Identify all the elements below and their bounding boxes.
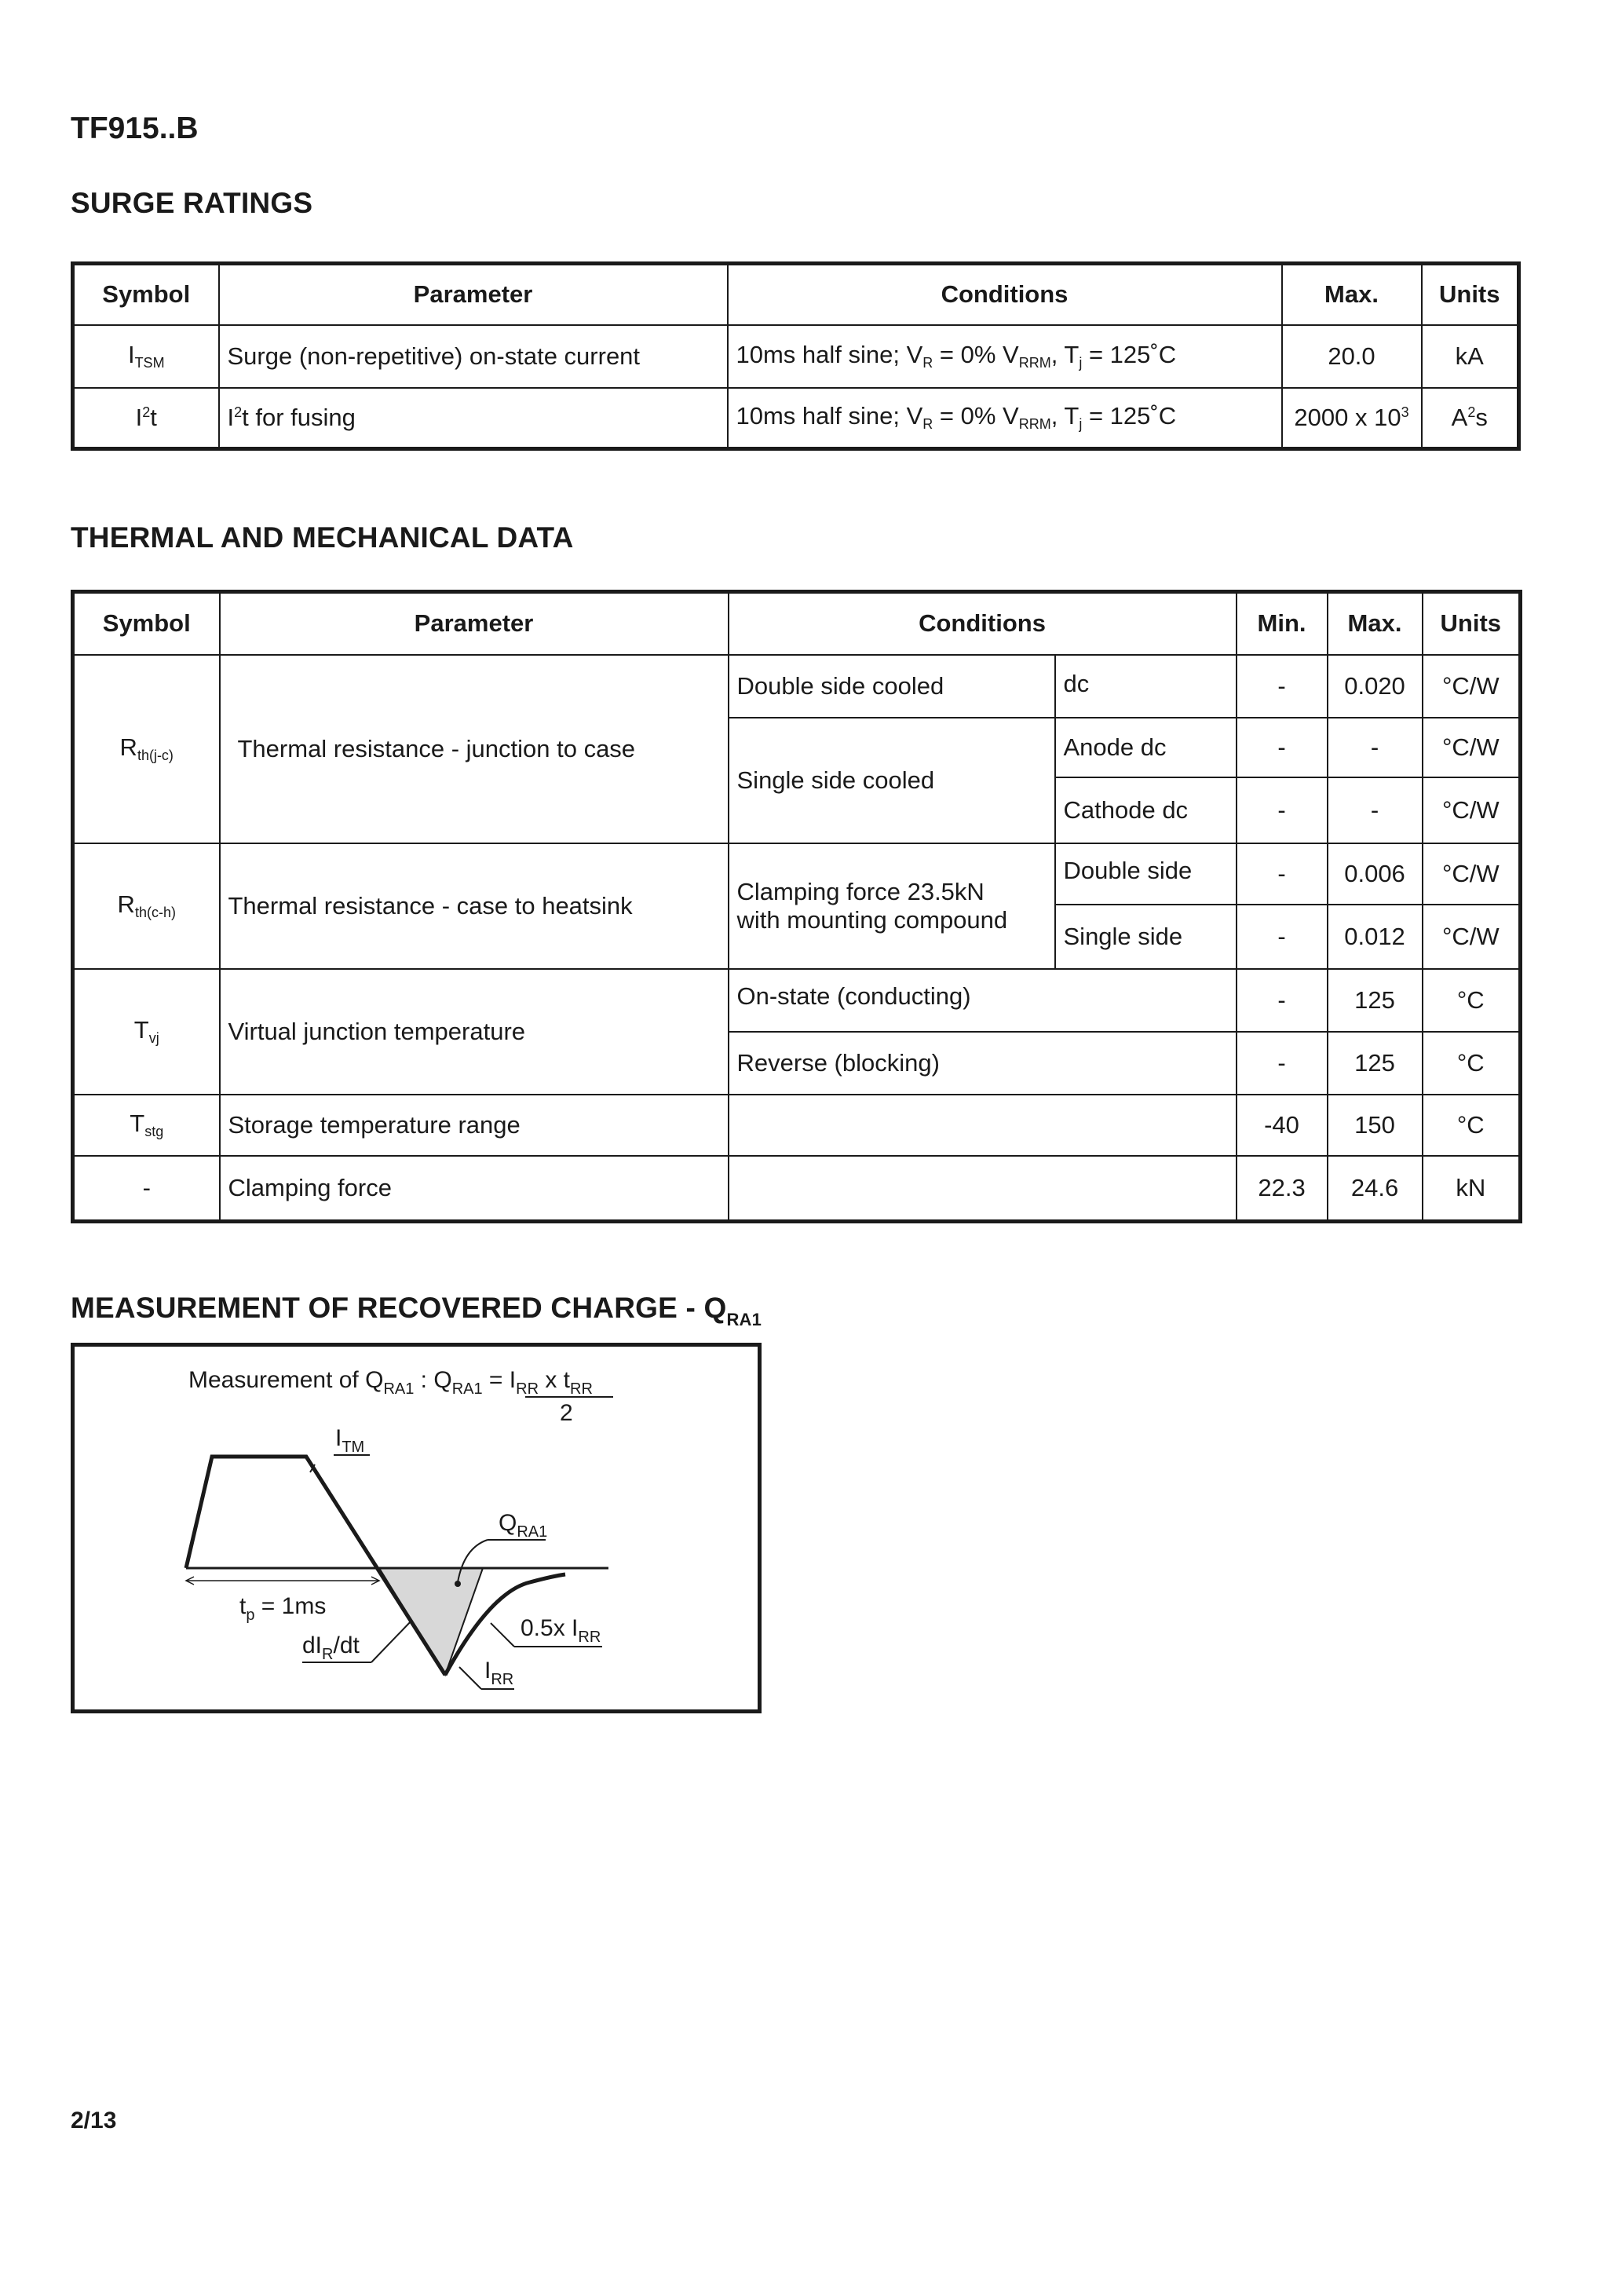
units-cell: °C/W bbox=[1423, 718, 1521, 777]
recovered-charge-area bbox=[379, 1568, 483, 1675]
units-cell: °C/W bbox=[1423, 843, 1521, 905]
min-cell: - bbox=[1237, 655, 1328, 718]
itm-label: $I_{TM}$ bbox=[335, 1425, 365, 1456]
document-title: TF915..B bbox=[71, 112, 199, 145]
max-cell: 125 bbox=[1328, 1032, 1423, 1095]
dir-dt-leader bbox=[371, 1620, 412, 1662]
symbol-cell: - bbox=[73, 1156, 220, 1222]
max-cell: 0.012 bbox=[1328, 905, 1423, 969]
header-units: Units bbox=[1423, 592, 1521, 655]
sub-condition-cell: dc bbox=[1055, 655, 1237, 718]
max-cell: 24.6 bbox=[1328, 1156, 1423, 1222]
recovered-charge-figure bbox=[71, 1343, 762, 1713]
parameter-cell: Thermal resistance - junction to case bbox=[220, 655, 729, 843]
conditions-cell: Double side cooled bbox=[729, 655, 1055, 718]
max-cell: 2000 x $10^3$ bbox=[1282, 388, 1422, 449]
table-row bbox=[73, 969, 1521, 1032]
table-row bbox=[73, 843, 1521, 905]
parameter-cell: Storage temperature range bbox=[220, 1095, 729, 1156]
table-row bbox=[73, 325, 1519, 388]
max-cell: 0.006 bbox=[1328, 843, 1423, 905]
max-cell: 0.020 bbox=[1328, 655, 1423, 718]
min-cell: - bbox=[1237, 905, 1328, 969]
parameter-cell: Clamping force bbox=[220, 1156, 729, 1222]
symbol-cell: $R_{th(c-h)}$ bbox=[73, 843, 220, 969]
max-cell: 125 bbox=[1328, 969, 1423, 1032]
surge-ratings-table bbox=[71, 261, 1521, 451]
symbol-cell: $T_{vj}$ bbox=[73, 969, 220, 1095]
units-cell: °C bbox=[1423, 1095, 1521, 1156]
min-cell: -40 bbox=[1237, 1095, 1328, 1156]
units-cell: °C/W bbox=[1423, 655, 1521, 718]
header-max: Max. bbox=[1282, 264, 1422, 325]
symbol-cell: $R_{th(j-c)}$ bbox=[73, 655, 220, 843]
conditions-cell bbox=[729, 1095, 1237, 1156]
header-conditions: Conditions bbox=[729, 592, 1237, 655]
symbol-cell: $I_{TSM}$ bbox=[73, 325, 219, 388]
thermal-mechanical-table bbox=[71, 590, 1522, 1223]
max-cell: 150 bbox=[1328, 1095, 1423, 1156]
conditions-cell: Reverse (blocking) bbox=[729, 1032, 1237, 1095]
table-header-row bbox=[73, 592, 1521, 655]
parameter-cell: Thermal resistance - case to heatsink bbox=[220, 843, 729, 969]
table-row bbox=[73, 1095, 1521, 1156]
header-symbol: Symbol bbox=[73, 264, 219, 325]
formula-denominator: 2 bbox=[560, 1400, 573, 1426]
tp-label: $t_p = 1ms$ bbox=[239, 1593, 327, 1624]
irr-leader bbox=[459, 1667, 481, 1689]
header-parameter: Parameter bbox=[220, 592, 729, 655]
table-row bbox=[73, 1156, 1521, 1222]
dir-dt-label: $dI_R/dt$ bbox=[302, 1632, 360, 1663]
min-cell: - bbox=[1237, 843, 1328, 905]
header-conditions: Conditions bbox=[728, 264, 1282, 325]
qra1-label: $Q_{RA1}$ bbox=[499, 1510, 548, 1541]
page-number: 2/13 bbox=[71, 2108, 117, 2133]
thermal-mechanical-heading: THERMAL AND MECHANICAL DATA bbox=[71, 521, 574, 554]
header-parameter: Parameter bbox=[219, 264, 728, 325]
units-cell: °C bbox=[1423, 1032, 1521, 1095]
conditions-line: with mounting compound bbox=[736, 905, 1008, 934]
min-cell: - bbox=[1237, 777, 1328, 843]
conditions-cell: 10ms half sine; $V_R = 0\%$ $V_{RRM}$, $T_j$ = 125˚C bbox=[728, 388, 1282, 449]
table-header-row bbox=[73, 264, 1519, 325]
recovered-charge-diagram bbox=[75, 1347, 765, 1717]
units-cell: °C bbox=[1423, 969, 1521, 1032]
symbol-cell: $T_{stg}$ bbox=[73, 1095, 220, 1156]
parameter-cell: $I^2t$ for fusing bbox=[219, 388, 728, 449]
formula-text: Measurement of $Q_{RA1}$ : $Q_{RA1} = I_{RR}$ x $t_{RR}$ bbox=[188, 1367, 593, 1398]
measurement-heading: MEASUREMENT OF RECOVERED CHARGE - $Q_{RA1}$ bbox=[71, 1292, 762, 1329]
conditions-cell bbox=[729, 843, 1055, 969]
table-row bbox=[73, 388, 1519, 449]
sub-condition-cell: Single side bbox=[1055, 905, 1237, 969]
units-cell: °C/W bbox=[1423, 905, 1521, 969]
header-symbol: Symbol bbox=[73, 592, 220, 655]
header-max: Max. bbox=[1328, 592, 1423, 655]
units-cell: $A^2s$ bbox=[1422, 388, 1519, 449]
table-row bbox=[73, 655, 1521, 718]
conditions-cell: 10ms half sine; $V_R = 0\%$ $V_{RRM}$, $T_j$ = 125˚C bbox=[728, 325, 1282, 388]
conditions-cell bbox=[729, 1156, 1237, 1222]
sub-condition-cell: Anode dc bbox=[1055, 718, 1237, 777]
conditions-line: Clamping force 23.5kN bbox=[736, 877, 985, 905]
qra1-leader-dot bbox=[455, 1581, 461, 1587]
min-cell: - bbox=[1237, 1032, 1328, 1095]
min-cell: 22.3 bbox=[1237, 1156, 1328, 1222]
conditions-cell: On-state (conducting) bbox=[729, 969, 1237, 1032]
sub-condition-cell: Cathode dc bbox=[1055, 777, 1237, 843]
max-cell: - bbox=[1328, 777, 1423, 843]
max-cell: - bbox=[1328, 718, 1423, 777]
symbol-cell: $I^2t$ bbox=[73, 388, 219, 449]
conditions-cell: Single side cooled bbox=[729, 718, 1055, 843]
header-units: Units bbox=[1422, 264, 1519, 325]
units-cell: kN bbox=[1423, 1156, 1521, 1222]
min-cell: - bbox=[1237, 718, 1328, 777]
surge-ratings-heading: SURGE RATINGS bbox=[71, 187, 313, 219]
parameter-cell: Surge (non-repetitive) on-state current bbox=[219, 325, 728, 388]
parameter-cell: Virtual junction temperature bbox=[220, 969, 729, 1095]
irr-label: $I_{RR}$ bbox=[484, 1658, 514, 1688]
units-cell: °C/W bbox=[1423, 777, 1521, 843]
sub-condition-cell: Double side bbox=[1055, 843, 1237, 905]
half-irr-leader bbox=[491, 1623, 514, 1647]
half-irr-label: 0.5x $I_{RR}$ bbox=[521, 1615, 601, 1646]
min-cell: - bbox=[1237, 969, 1328, 1032]
header-min: Min. bbox=[1237, 592, 1328, 655]
max-cell: 20.0 bbox=[1282, 325, 1422, 388]
units-cell: kA bbox=[1422, 325, 1519, 388]
